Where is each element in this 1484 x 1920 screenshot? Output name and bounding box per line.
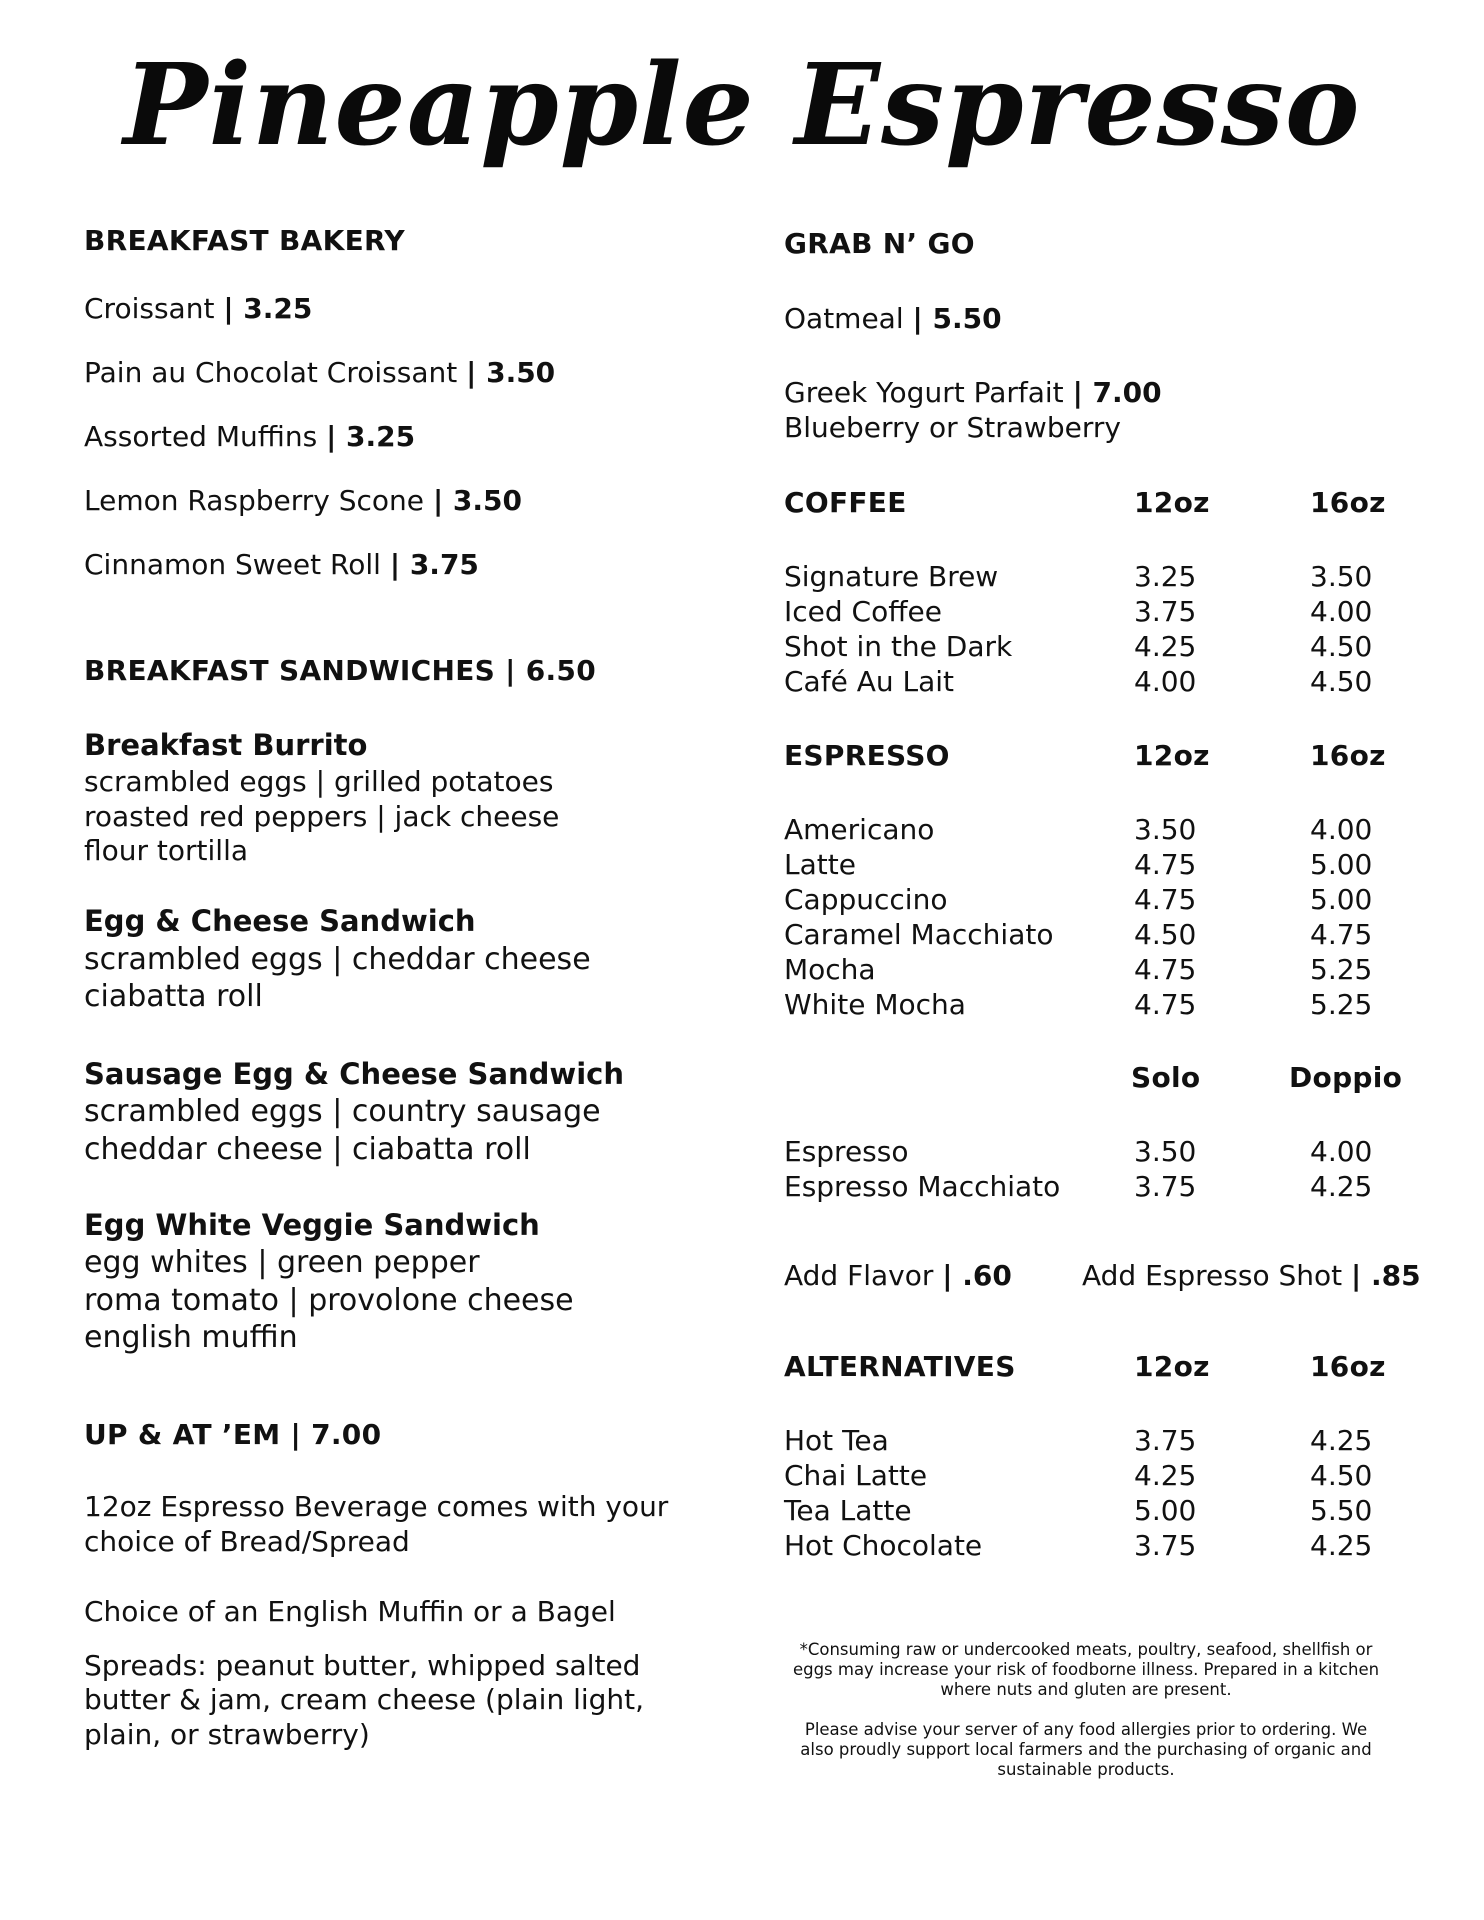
price-12oz: 4.25	[1134, 1459, 1197, 1492]
section-heading: BREAKFAST SANDWICHES | 6.50	[84, 654, 596, 687]
size-header: Doppio	[1289, 1061, 1403, 1094]
item-price: | 3.25	[326, 420, 416, 453]
section-heading: ALTERNATIVES	[784, 1350, 1016, 1383]
item-description: scrambled eggs | grilled potatoes	[84, 765, 554, 798]
drink-name: Iced Coffee	[784, 595, 942, 628]
drink-name: Cappuccino	[784, 883, 948, 916]
drink-name: Shot in the Dark	[784, 630, 1013, 663]
drink-name: Hot Tea	[784, 1424, 889, 1457]
disclaimer-line: *Consuming raw or undercooked meats, poultry, seafood, shellfish or	[799, 1640, 1373, 1659]
price-12oz: 4.75	[1134, 848, 1197, 881]
item-name: Sausage Egg & Cheese Sandwich	[84, 1057, 624, 1091]
disclaimer-line: sustainable products.	[997, 1760, 1175, 1779]
drink-name: Tea Latte	[784, 1494, 912, 1527]
item-name: Egg White Veggie Sandwich	[84, 1208, 540, 1242]
menu-item	[84, 356, 555, 389]
section-heading: GRAB N’ GO	[784, 227, 975, 260]
add-flavor	[784, 1259, 1012, 1292]
price-solo: 3.75	[1134, 1170, 1197, 1203]
description-line: Spreads: peanut butter, whipped salted	[84, 1649, 641, 1682]
drink-name: Mocha	[784, 953, 876, 986]
item-price: | 3.75	[389, 548, 479, 581]
item-price: | 3.25	[223, 292, 313, 325]
item-name: Egg & Cheese Sandwich	[84, 904, 476, 938]
drink-name: Caramel Macchiato	[784, 918, 1054, 951]
price-12oz: 3.75	[1134, 1529, 1197, 1562]
drink-name: Espresso Macchiato	[784, 1170, 1061, 1203]
price-12oz: 4.50	[1134, 918, 1197, 951]
drink-name: Americano	[784, 813, 935, 846]
item-name: Oatmeal	[784, 302, 904, 335]
item-description: english muffin	[84, 1320, 298, 1355]
description-line: Choice of an English Muffin or a Bagel	[84, 1595, 616, 1628]
item-description: egg whites | green pepper	[84, 1245, 480, 1280]
disclaimer-line: Please advise your server of any food allergies prior to ordering. We	[804, 1720, 1368, 1739]
item-price: | 5.50	[912, 302, 1002, 335]
item-description: roasted red peppers | jack cheese	[84, 800, 560, 833]
item-name: Breakfast Burrito	[84, 728, 368, 762]
price-12oz: 4.75	[1134, 988, 1197, 1021]
drink-name: Espresso	[784, 1135, 909, 1168]
addon-label: Add Flavor	[784, 1259, 934, 1292]
price-16oz: 5.00	[1310, 883, 1373, 916]
size-header: 12oz	[1134, 486, 1210, 519]
price-12oz: 3.75	[1134, 595, 1197, 628]
price-16oz: 4.25	[1310, 1424, 1373, 1457]
size-header: 12oz	[1134, 1350, 1210, 1383]
description-line: 12oz Espresso Beverage comes with your	[84, 1490, 669, 1523]
menu-item	[784, 302, 1002, 335]
item-name: Pain au Chocolat Croissant	[84, 356, 458, 389]
item-price: | 3.50	[466, 356, 556, 389]
item-description: flour tortilla	[84, 834, 249, 867]
size-header: 16oz	[1310, 486, 1386, 519]
size-header: 16oz	[1310, 1350, 1386, 1383]
section-heading: COFFEE	[784, 486, 907, 519]
size-header: Solo	[1131, 1061, 1201, 1094]
price-16oz: 5.25	[1310, 953, 1373, 986]
item-note: Blueberry or Strawberry	[784, 411, 1121, 444]
section-heading: UP & AT ’EM | 7.00	[84, 1418, 382, 1451]
addon-price: | .60	[942, 1259, 1012, 1292]
item-price: | 7.00	[1072, 376, 1162, 409]
item-name: Greek Yogurt Parfait	[784, 376, 1064, 409]
drink-name: Hot Chocolate	[784, 1529, 983, 1562]
disclaimer-line: also proudly support local farmers and the purchasing of organic and	[800, 1740, 1372, 1759]
price-16oz: 5.25	[1310, 988, 1373, 1021]
drink-name: White Mocha	[784, 988, 966, 1021]
item-description: ciabatta roll	[84, 979, 263, 1014]
menu-item	[784, 376, 1162, 409]
price-12oz: 3.50	[1134, 813, 1197, 846]
price-doppio: 4.25	[1310, 1170, 1373, 1203]
section-heading: ESPRESSO	[784, 739, 950, 772]
price-16oz: 4.00	[1310, 595, 1373, 628]
price-solo: 3.50	[1134, 1135, 1197, 1168]
item-description: cheddar cheese | ciabatta roll	[84, 1132, 531, 1167]
price-12oz: 5.00	[1134, 1494, 1197, 1527]
price-12oz: 4.00	[1134, 665, 1197, 698]
size-header: 16oz	[1310, 739, 1386, 772]
item-description: scrambled eggs | cheddar cheese	[84, 942, 591, 977]
price-16oz: 4.50	[1310, 630, 1373, 663]
price-12oz: 4.75	[1134, 953, 1197, 986]
price-16oz: 5.50	[1310, 1494, 1373, 1527]
disclaimer-line: where nuts and gluten are present.	[940, 1680, 1232, 1699]
size-header: 12oz	[1134, 739, 1210, 772]
section-heading: BREAKFAST BAKERY	[84, 224, 405, 257]
price-16oz: 4.75	[1310, 918, 1373, 951]
menu-item	[84, 292, 312, 325]
drink-name: Signature Brew	[784, 560, 999, 593]
price-16oz: 4.50	[1310, 1459, 1373, 1492]
price-16oz: 4.25	[1310, 1529, 1373, 1562]
price-16oz: 3.50	[1310, 560, 1373, 593]
addon-label: Add Espresso Shot	[1082, 1259, 1343, 1292]
item-name: Lemon Raspberry Scone	[84, 484, 425, 517]
drink-name: Chai Latte	[784, 1459, 928, 1492]
price-16oz: 4.00	[1310, 813, 1373, 846]
drink-name: Café Au Lait	[784, 665, 955, 698]
item-description: scrambled eggs | country sausage	[84, 1094, 601, 1129]
price-doppio: 4.00	[1310, 1135, 1373, 1168]
item-description: roma tomato | provolone cheese	[84, 1283, 574, 1318]
menu-item	[84, 484, 522, 517]
disclaimer-line: eggs may increase your risk of foodborne illness. Prepared in a kitchen	[792, 1660, 1380, 1679]
item-price: | 3.50	[432, 484, 522, 517]
add-espresso-shot	[1082, 1259, 1421, 1292]
menu-title: Pineapple Espresso	[123, 40, 1361, 171]
menu-item	[84, 548, 479, 581]
item-name: Cinnamon Sweet Roll	[84, 548, 381, 581]
price-16oz: 5.00	[1310, 848, 1373, 881]
price-16oz: 4.50	[1310, 665, 1373, 698]
description-line: choice of Bread/Spread	[84, 1525, 410, 1558]
menu-item	[84, 420, 415, 453]
addon-price: | .85	[1351, 1259, 1421, 1292]
description-line: plain, or strawberry)	[84, 1718, 370, 1751]
price-12oz: 3.25	[1134, 560, 1197, 593]
item-name: Croissant	[84, 292, 215, 325]
description-line: butter & jam, cream cheese (plain light,	[84, 1683, 645, 1716]
item-name: Assorted Muffins	[84, 420, 318, 453]
price-12oz: 4.75	[1134, 883, 1197, 916]
price-12oz: 4.25	[1134, 630, 1197, 663]
price-12oz: 3.75	[1134, 1424, 1197, 1457]
drink-name: Latte	[784, 848, 856, 881]
